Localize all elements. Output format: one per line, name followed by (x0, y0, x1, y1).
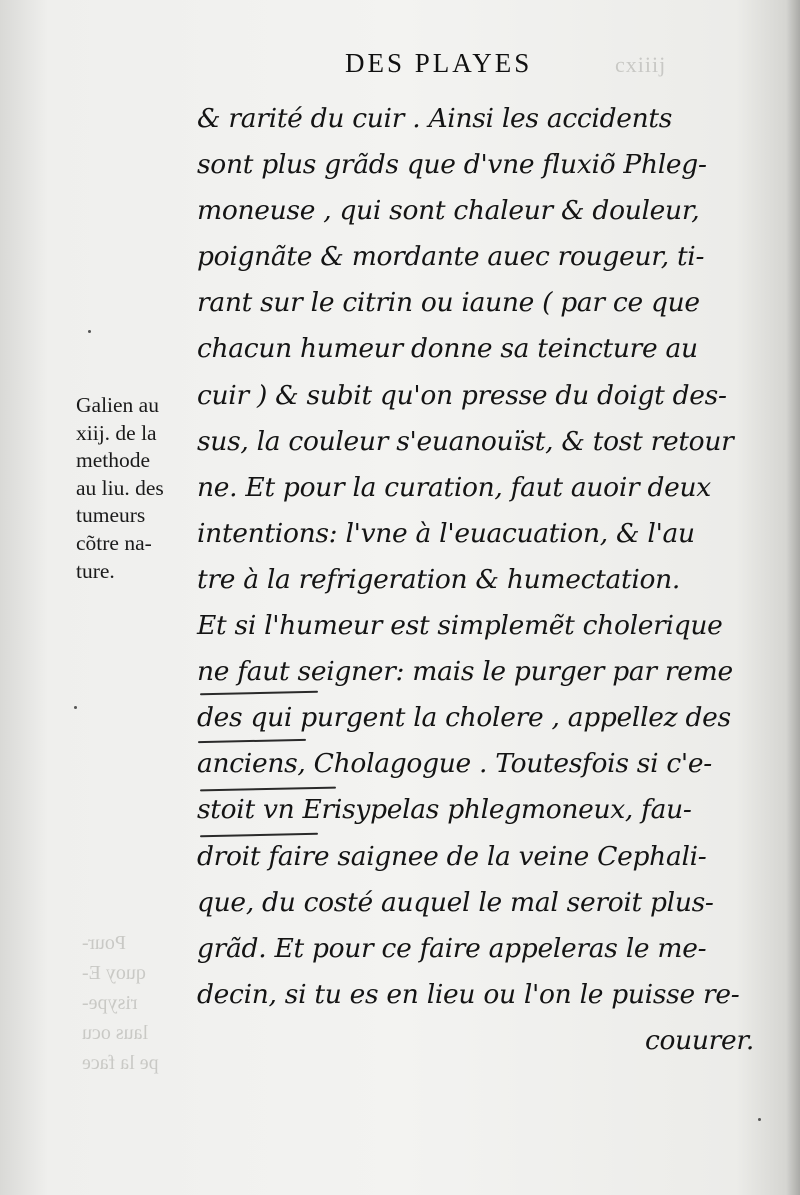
ink-speck (758, 1118, 761, 1121)
margin-note-line: cõtre na- (76, 530, 152, 555)
text-line: & rarité du cuir . Ainsi les accidents (197, 103, 673, 134)
text-line: ne. Et pour la curation, faut auoir deux (197, 471, 711, 503)
margin-note-line: au liu. des (76, 475, 164, 500)
margin-note-line: methode (76, 448, 151, 473)
text-line: sont plus grãds que d'vne fluxiõ Phleg- (197, 149, 707, 181)
ink-speck (74, 706, 77, 709)
margin-note (76, 392, 200, 585)
text-line: des qui purgent la cholere , appellez des (197, 702, 731, 734)
text-line: stoit vn Erisypelas phlegmoneux, fau- (197, 794, 692, 826)
running-head: DES PLAYES (345, 48, 533, 78)
margin-note-line: xiij. de la (76, 420, 157, 445)
text-line: anciens, Cholagogue . Toutesfois si c'e- (197, 748, 712, 780)
text-line: intentions: l'vne à l'euacuation, & l'au (197, 517, 695, 549)
bleed-line: pe la face (82, 1052, 159, 1074)
text-line: couurer. (644, 1024, 754, 1056)
margin-note-line: tumeurs (76, 503, 146, 528)
bleed-line: risype- (82, 992, 138, 1014)
text-line: Et si l'humeur est simplemẽt cholerique (197, 610, 723, 642)
margin-note-line: Galien au (76, 393, 159, 417)
ink-speck (88, 330, 91, 333)
text-line: moneuse , qui sont chaleur & douleur, (197, 195, 700, 227)
bleed-through-margin-note (82, 928, 212, 1078)
text-line: sus, la couleur s'euanouïst, & tost retour (197, 425, 734, 457)
text-line: tre à la refrigeration & humectation. (197, 563, 681, 595)
text-line: rant sur le citrin ou iaune ( par ce que (197, 287, 700, 319)
page-edge-shadow (786, 0, 800, 1195)
bleed-line: Pour- (82, 932, 127, 954)
text-line: chacun humeur donne sa teincture au (197, 333, 698, 365)
text-line: ne faut seigner: mais le purger par reme (197, 656, 733, 688)
text-line: poignãte & mordante auec rougeur, ti- (197, 241, 705, 273)
margin-note-line: ture. (76, 558, 115, 583)
text-line: que, du costé auquel le mal seroit plus- (197, 886, 714, 918)
text-line: droit faire saignee de la veine Cephali- (197, 840, 707, 872)
text-line: decin, si tu es en lieu ou l'on le puisse re- (197, 978, 740, 1010)
text-line: grãd. Et pour ce faire appeleras le me- (197, 932, 707, 964)
bleed-line: laus ocu (82, 1022, 149, 1044)
bleed-line: quoy E- (82, 962, 146, 984)
bleed-through-header: cxiiij (615, 52, 667, 77)
text-line: cuir ) & subit qu'on presse du doigt des- (197, 379, 727, 411)
main-text-block (197, 96, 772, 1064)
